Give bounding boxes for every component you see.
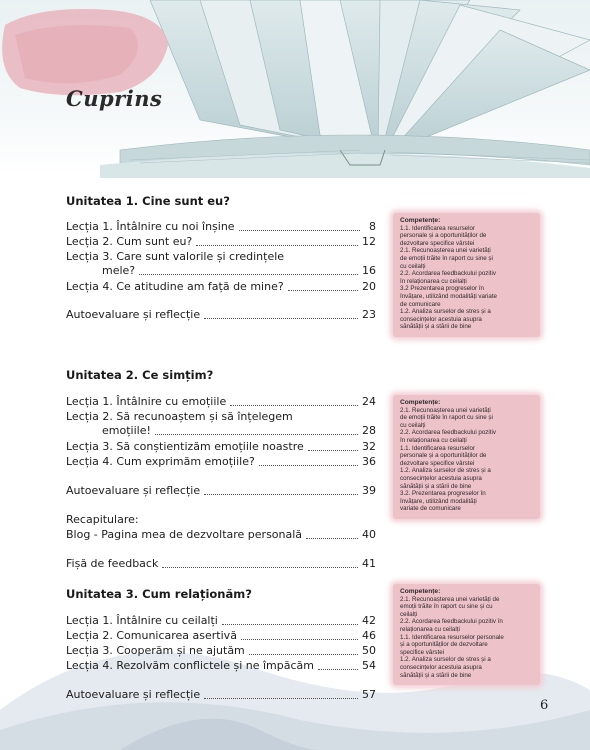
competence-line: în relaționarea cu ceilalți — [400, 277, 467, 285]
toc-entry[interactable] — [66, 629, 376, 643]
toc-entry-page: 40 — [362, 528, 376, 541]
toc-entry-page: 50 — [362, 644, 376, 657]
toc-entry[interactable] — [66, 688, 376, 702]
toc-entry-title: Lecția 1. Întâlnire cu noi înșine — [66, 220, 235, 233]
dot-leader — [162, 567, 358, 568]
toc-entry-title: Autoevaluare și reflecție — [66, 308, 201, 321]
dot-leader — [230, 405, 358, 406]
page-title: Cuprins — [66, 86, 163, 111]
competence-line: 1.2. Analiza surselor de stres și a — [400, 656, 491, 664]
toc-entry-page: 57 — [362, 688, 376, 701]
competence-line: 1.1. Identificarea resurselor — [400, 224, 475, 232]
dot-leader — [288, 290, 358, 291]
unit-1-title: Unitatea 1. Cine sunt eu? — [66, 194, 230, 208]
toc-entry-page: 42 — [362, 614, 376, 627]
dot-leader — [155, 434, 358, 435]
competence-line: dezvoltare specifice vârstei — [400, 239, 475, 247]
toc-entry-title: Lecția 3. Cooperăm și ne ajutăm — [66, 644, 245, 657]
competences-heading: Competențe: — [400, 217, 441, 224]
toc-entry-title: Lecția 2. Să recunoaștem și să înțelegem — [66, 410, 293, 423]
toc-entry-title: Lecția 4. Rezolvăm conflictele și ne împăcăm — [66, 659, 314, 672]
dot-leader — [306, 538, 358, 539]
competence-line: 2.1. Recunoașterea unei varietăți — [400, 247, 491, 255]
recap-heading: Recapitulare: — [66, 513, 139, 526]
header-image — [0, 0, 590, 178]
dot-leader — [259, 465, 358, 466]
competence-line: 1.2. Analiza surselor de stres și a — [400, 308, 491, 316]
toc-entry-page: 41 — [362, 557, 376, 570]
pink-brush-stroke — [0, 0, 170, 100]
toc-entry-page: 8 — [369, 220, 376, 233]
toc-entry-title: Lecția 4. Ce atitudine am față de mine? — [66, 280, 284, 293]
unit-3-title: Unitatea 3. Cum relaționăm? — [66, 587, 252, 601]
toc-entry[interactable] — [66, 410, 376, 438]
toc-entry-page: 12 — [362, 235, 376, 248]
page-number: 6 — [540, 698, 549, 713]
toc-entry[interactable] — [66, 528, 376, 542]
dot-leader — [318, 669, 358, 670]
toc-entry[interactable] — [66, 484, 376, 498]
dot-leader — [241, 639, 358, 640]
toc-entry-page: 28 — [362, 424, 376, 437]
toc-entry-title: Blog - Pagina mea de dezvoltare personală — [66, 528, 303, 541]
competence-line: sănătății și a stării de bine — [400, 482, 472, 490]
competence-line: 1.1. Identificarea resurselor — [400, 444, 475, 452]
dot-leader — [204, 318, 358, 319]
toc-entry-page: 24 — [362, 395, 376, 408]
competence-line: de emoții trăite în raport cu sine și — [400, 254, 493, 262]
toc-entry[interactable] — [66, 280, 376, 294]
competence-line: învățare, utilizând modalități — [400, 497, 477, 505]
toc-entry-title: Fișă de feedback — [66, 557, 159, 570]
toc-entry-page: 20 — [362, 280, 376, 293]
dot-leader — [308, 450, 358, 451]
toc-entry[interactable] — [66, 395, 376, 409]
competence-line: 2.2. Acordarea feedbackului pozitiv — [400, 270, 496, 278]
competence-line: 1.2. Analiza surselor de stres și a — [400, 467, 491, 475]
competence-line: și a oportunităților de dezvoltare — [400, 641, 488, 649]
unit-2-title: Unitatea 2. Ce simțim? — [66, 368, 214, 382]
competence-line: de comunicare — [400, 300, 441, 308]
competence-line: emoții trăite în raport cu sine și cu — [400, 603, 493, 611]
competences-heading: Competențe: — [400, 399, 441, 406]
competence-line: sănătății și a stării de bine — [400, 671, 472, 679]
competence-line: consecințelor acestuia asupra — [400, 315, 482, 323]
dot-leader — [249, 654, 358, 655]
toc-entry[interactable] — [66, 308, 376, 322]
toc-entry-page: 36 — [362, 455, 376, 468]
competence-line: 3.2. Prezentarea progreselor în — [400, 490, 486, 498]
competence-line: personale și a oportunităților de — [400, 232, 487, 240]
toc-entry-page: 39 — [362, 484, 376, 497]
dot-leader — [204, 698, 358, 699]
toc-entry-title: Autoevaluare și reflecție — [66, 688, 201, 701]
competence-line: în relaționarea cu ceilalți — [400, 436, 467, 444]
toc-entry-page: 16 — [362, 264, 376, 277]
toc-entry-page: 54 — [362, 659, 376, 672]
toc-entry[interactable] — [66, 644, 376, 658]
competence-line: cu ceilalți — [400, 421, 426, 429]
toc-entry[interactable] — [66, 250, 376, 278]
toc-entry-page: 32 — [362, 440, 376, 453]
toc-entry-title: Lecția 3. Care sunt valorile și credințele — [66, 250, 285, 263]
competence-line: 2.2. Acordarea feedbackului pozitiv în — [400, 618, 503, 626]
competence-line: învățare, utilizând modalități variate — [400, 292, 497, 300]
competence-line: ceilalți — [400, 610, 418, 618]
dot-leader — [196, 245, 358, 246]
competences-box-unit-3 — [393, 584, 540, 685]
competence-line: 2.1. Recunoașterea unei varietăți de — [400, 595, 500, 603]
competence-line: personale și a oportunităților de — [400, 452, 487, 460]
competences-heading: Competențe: — [400, 588, 441, 595]
competences-box-unit-1 — [393, 213, 540, 337]
toc-entry[interactable] — [66, 220, 376, 234]
competence-line: specifice vârstei — [400, 648, 445, 656]
toc-entry-page: 46 — [362, 629, 376, 642]
toc-entry[interactable] — [66, 455, 376, 469]
competence-line: variate de comunicare — [400, 505, 461, 513]
toc-entry[interactable] — [66, 235, 376, 249]
toc-entry[interactable] — [66, 440, 376, 454]
competences-box-unit-2 — [393, 395, 540, 519]
toc-entry-title: Lecția 2. Comunicarea asertivă — [66, 629, 237, 642]
toc-entry-title-cont: mele? — [102, 264, 136, 277]
competence-line: 1.1. Identificarea resurselor personale — [400, 633, 504, 641]
dot-leader — [204, 494, 358, 495]
toc-entry[interactable] — [66, 557, 376, 571]
competence-line: dezvoltare specifice vârstei — [400, 459, 475, 467]
competence-line: consecințelor acestuia asupra — [400, 474, 482, 482]
toc-entry-title: Lecția 4. Cum exprimăm emoțiile? — [66, 455, 255, 468]
toc-entry-title: Lecția 2. Cum sunt eu? — [66, 235, 193, 248]
competence-line: 2.1. Recunoașterea unei varietăți — [400, 406, 491, 414]
toc-entry-title: Lecția 3. Să conștientizăm emoțiile noastre — [66, 440, 304, 453]
competence-line: relaționarea cu ceilalți — [400, 625, 460, 633]
competence-line: 3.2 Prezentarea progreselor în — [400, 285, 484, 293]
dot-leader — [239, 230, 360, 231]
competence-line: 2.2. Acordarea feedbackului pozitiv — [400, 429, 496, 437]
dot-leader — [139, 274, 358, 275]
competence-line: cu ceilalți — [400, 262, 426, 270]
competence-line: consecințelor acestuia asupra — [400, 663, 482, 671]
dot-leader — [222, 624, 358, 625]
competence-line: de emoții trăite în raport cu sine și — [400, 414, 493, 422]
toc-entry[interactable] — [66, 659, 376, 673]
toc-entry-title-cont: emoțiile! — [102, 424, 151, 437]
toc-entry-title: Lecția 1. Întâlnire cu emoțiile — [66, 395, 227, 408]
toc-entry-page: 23 — [362, 308, 376, 321]
toc-entry-title: Lecția 1. Întâlnire cu ceilalți — [66, 614, 218, 627]
toc-entry[interactable] — [66, 614, 376, 628]
toc-entry-title: Autoevaluare și reflecție — [66, 484, 201, 497]
competence-line: sănătății și a stării de bine — [400, 323, 472, 331]
